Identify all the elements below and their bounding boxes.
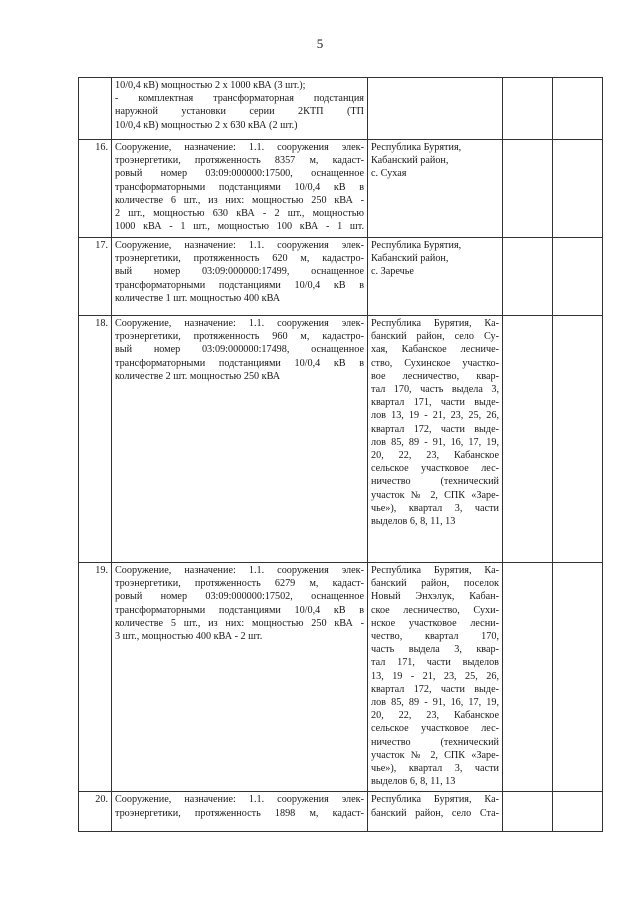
extra-cell-1 — [503, 792, 553, 832]
object-description-line: троэнергетики, протяженность 6279 м, кадаст- — [115, 578, 364, 590]
object-location-line: чье»), квартал 3, части — [371, 763, 499, 775]
object-location-line: Республика Бурятия, — [371, 240, 462, 251]
object-location-line: нское участковое лесни- — [371, 617, 499, 629]
table-row — [79, 792, 603, 832]
object-description-line: троэнергетики, протяженность 1898 м, кадаст- — [115, 807, 364, 819]
object-description-line: 3 шт., мощностью 400 кВА - 2 шт. — [115, 631, 263, 643]
object-description-line: трансформаторными подстанциями 10/0,4 кВ в — [115, 181, 364, 193]
row-number: 18. — [79, 316, 112, 563]
object-description-line: троэнергетики, протяженность 960 м, кадастро- — [115, 331, 364, 343]
object-location-line: лов 13, 19 - 21, 23, 25, 26, — [371, 410, 499, 422]
object-description-line: количестве 2 шт. мощностью 250 кВА — [115, 370, 281, 382]
object-location-line: Республика Бурятия, Ка- — [371, 565, 499, 576]
object-location-line: с. Сухая — [371, 168, 407, 180]
object-location-line: ничество (технический — [371, 736, 499, 748]
object-location-line: 20, 22, 23, Кабанское — [371, 710, 499, 722]
object-location — [368, 316, 503, 563]
object-location-line: участок № 2, СПК «Заре- — [371, 489, 499, 501]
object-description-line: количестве 6 шт., из них: мощностью 250 кВА - — [115, 194, 364, 206]
object-description-line: трансформаторными подстанциями 10/0,4 кВ в — [115, 357, 364, 369]
object-description-line: Сооружение, назначение: 1.1. сооружения элек- — [115, 318, 364, 329]
page-number: 5 — [316, 36, 324, 51]
extra-cell-1 — [503, 316, 553, 563]
property-table-body — [79, 78, 603, 832]
object-location-line: лов 85, 89 - 91, 16, 17, 19, — [371, 697, 499, 709]
row-number: 16. — [79, 140, 112, 238]
extra-cell-1 — [503, 238, 553, 316]
object-location-line: 20, 22, 23, Кабанское — [371, 450, 499, 462]
object-description-line: вый номер 03:09:000000:17499, оснащенное — [115, 266, 364, 278]
object-description-line: количестве 5 шт., из них: мощностью 250 кВА - — [115, 617, 364, 629]
object-description-line: Сооружение, назначение: 1.1. сооружения элек- — [115, 794, 364, 806]
object-description-line: Сооружение, назначение: 1.1. сооружения элек- — [115, 240, 364, 251]
object-location-line: Новый Энхэлук, Кабан- — [371, 591, 499, 603]
object-location — [368, 563, 503, 792]
object-location-line: квартал 172, части выде- — [371, 683, 499, 695]
property-table — [78, 77, 603, 832]
table-row — [79, 563, 603, 792]
table-row — [79, 78, 603, 140]
object-description-line: 10/0,4 кВ) мощностью 2 х 630 кВА (2 шт.) — [115, 119, 298, 131]
object-description — [112, 140, 368, 238]
object-location-line: квартал 172, части выде- — [371, 423, 499, 435]
table-row — [79, 140, 603, 238]
object-location-line: ство, Сухинское участко- — [371, 357, 499, 369]
object-description-line: трансформаторными подстанциями 10/0,4 кВ в — [115, 604, 364, 616]
object-location-line: 13, 19 - 21, 23, 25, 26, — [371, 670, 499, 682]
object-description — [112, 78, 368, 140]
object-description-line: Сооружение, назначение: 1.1. сооружения элек- — [115, 142, 364, 153]
object-description-line: вый номер 03:09:000000:17498, оснащенное — [115, 344, 364, 356]
object-description-line: наружной установки серии 2КТП (ТП — [115, 106, 364, 118]
object-description-line: 10/0,4 кВ) мощностью 2 х 1000 кВА (3 шт.); — [115, 80, 306, 91]
object-location-line: чье»), квартал 3, части — [371, 502, 499, 514]
object-location-line: сельское участковое лес- — [371, 723, 499, 735]
object-location-line: тал 171, части выделов — [371, 657, 499, 669]
object-location-line: Республика Бурятия, Ка- — [371, 318, 499, 329]
object-location-line: квартал 171, части выде- — [371, 397, 499, 409]
object-location-line: с. Заречье — [371, 266, 414, 278]
object-description-line: 2 шт., мощностью 630 кВА - 2 шт., мощностью — [115, 208, 364, 220]
object-location-line: сельское участковое лес- — [371, 463, 499, 475]
table-row — [79, 238, 603, 316]
object-location — [368, 78, 503, 140]
object-location-line: Республика Бурятия, Ка- — [371, 794, 499, 806]
extra-cell-2 — [553, 316, 603, 563]
object-location-line: выделов 6, 8, 11, 13 — [371, 516, 456, 528]
object-description-line: Сооружение, назначение: 1.1. сооружения элек- — [115, 565, 364, 576]
object-location-line: тал 170, часть выдела 3, — [371, 384, 499, 396]
extra-cell-1 — [503, 78, 553, 140]
object-location-line: участок № 2, СПК «Заре- — [371, 749, 499, 761]
object-location-line: часть выдела 3, квар- — [371, 644, 499, 656]
extra-cell-2 — [553, 140, 603, 238]
extra-cell-1 — [503, 563, 553, 792]
object-description-line: трансформаторными подстанциями 10/0,4 кВ в — [115, 279, 364, 291]
table-row — [79, 316, 603, 563]
object-description-line: троэнергетики, протяженность 620 м, кадастро- — [115, 253, 364, 265]
row-number — [79, 78, 112, 140]
object-location-line: выделов 6, 8, 11, 13 — [371, 776, 456, 788]
object-location-line: банский район, село Ста- — [371, 807, 499, 819]
object-description-line: 1000 кВА - 1 шт., мощностью 100 кВА - 1 шт. — [115, 221, 364, 233]
object-description-line: ровый номер 03:09:000000:17502, оснащенное — [115, 591, 364, 603]
object-location-line: банский район, поселок — [371, 578, 499, 590]
object-location-line: Республика Бурятия, — [371, 142, 462, 153]
object-location — [368, 792, 503, 832]
extra-cell-2 — [553, 78, 603, 140]
object-description — [112, 792, 368, 832]
object-location-line: Кабанский район, — [371, 253, 449, 265]
row-number: 20. — [79, 792, 112, 832]
object-location-line: хая, Кабанское лесниче- — [371, 344, 499, 356]
object-location-line: ское лесничество, Сухи- — [371, 604, 499, 616]
object-location-line: банский район, село Су- — [371, 331, 499, 343]
object-description — [112, 316, 368, 563]
extra-cell-2 — [553, 563, 603, 792]
extra-cell-2 — [553, 792, 603, 832]
object-description-line: количестве 1 шт. мощностью 400 кВА — [115, 292, 281, 304]
object-location-line: лов 85, 89 - 91, 16, 17, 19, — [371, 436, 499, 448]
object-location-line: чество, квартал 170, — [371, 631, 499, 643]
object-location — [368, 140, 503, 238]
object-description-line: ровый номер 03:09:000000:17500, оснащенное — [115, 168, 364, 180]
object-description-line: - комплектная трансформаторная подстанция — [115, 93, 364, 105]
extra-cell-1 — [503, 140, 553, 238]
object-location-line: Кабанский район, — [371, 155, 449, 167]
row-number: 17. — [79, 238, 112, 316]
object-description-line: троэнергетики, протяженность 8357 м, кадаст- — [115, 155, 364, 167]
row-number: 19. — [79, 563, 112, 792]
object-description — [112, 563, 368, 792]
object-description — [112, 238, 368, 316]
object-location — [368, 238, 503, 316]
extra-cell-2 — [553, 238, 603, 316]
object-location-line: ничество (технический — [371, 476, 499, 488]
object-location-line: вое лесничество, квар- — [371, 370, 499, 382]
